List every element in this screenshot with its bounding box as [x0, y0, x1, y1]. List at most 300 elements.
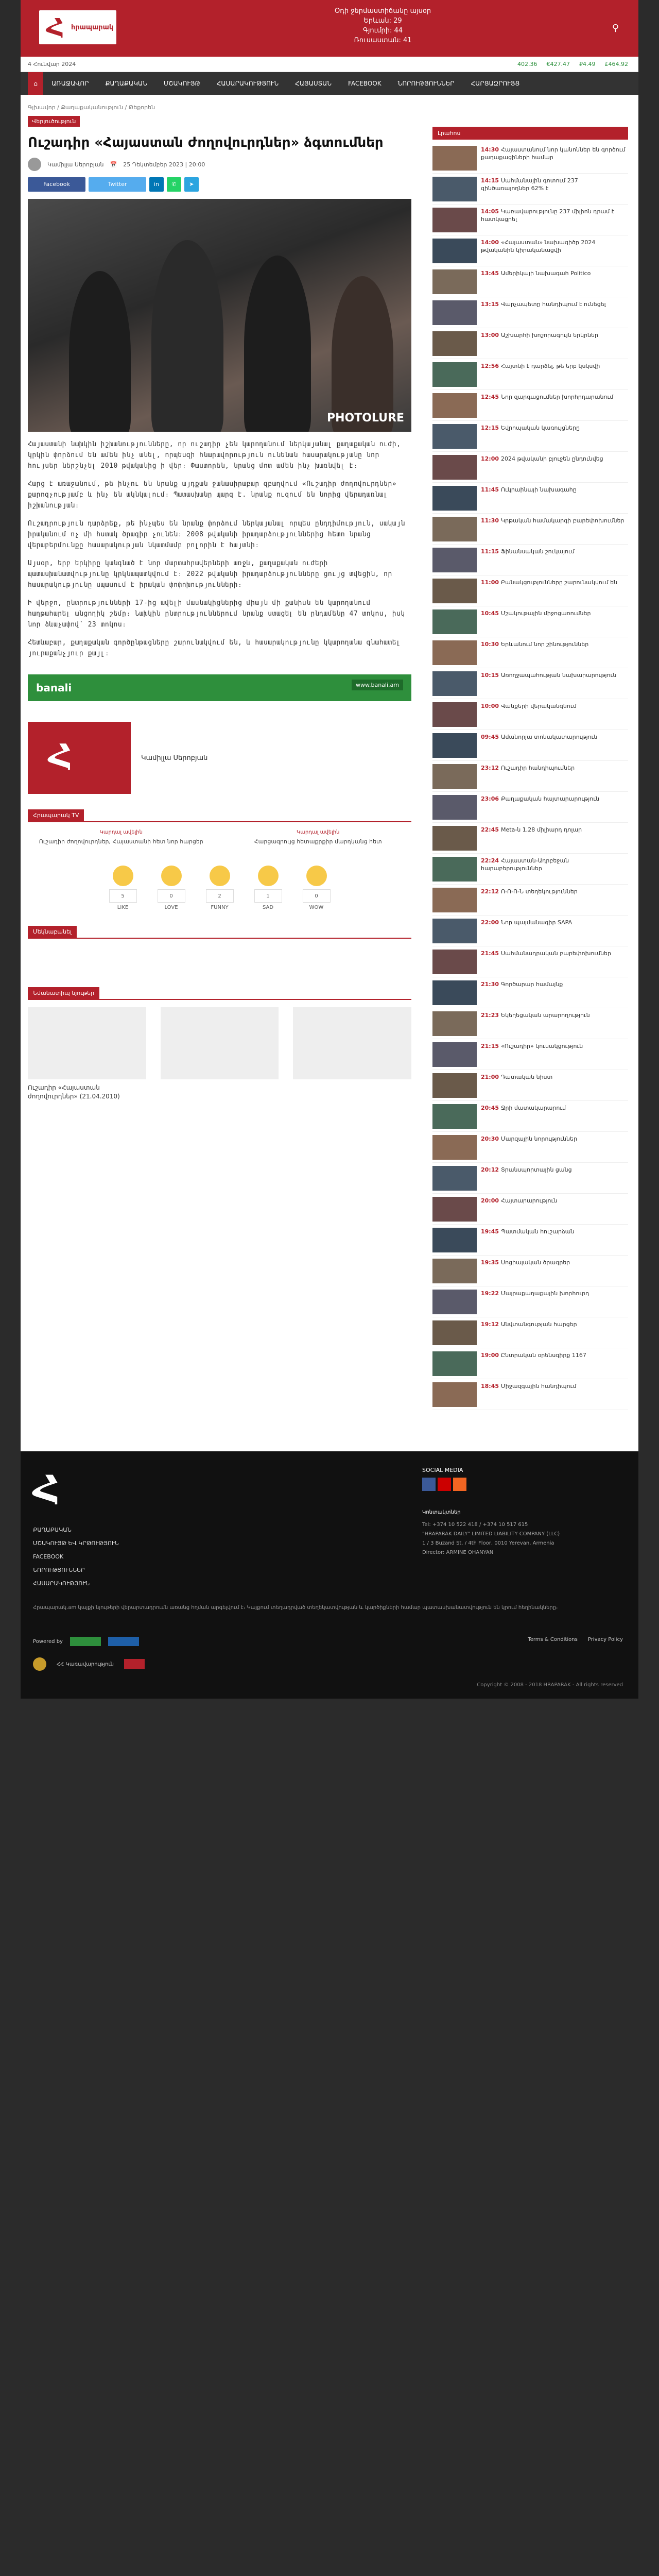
nav-item[interactable]: ԱՌԱՋԱՎՈՐ [51, 80, 89, 87]
news-item[interactable] [432, 575, 628, 606]
weather-widget [335, 6, 431, 45]
news-thumbnail [432, 239, 477, 263]
photo-figure [151, 240, 223, 432]
facebook-share-button[interactable]: Facebook [28, 177, 85, 192]
tv-card-title: Հարցազրույց հետաքրքիր մարդկանց հետ [254, 838, 382, 845]
news-item[interactable] [432, 1194, 628, 1225]
news-text [481, 950, 611, 974]
news-thumbnail [432, 1135, 477, 1160]
news-thumbnail [432, 1166, 477, 1191]
logo-text: հրապարակ [71, 24, 114, 31]
partner-logo-icon[interactable] [108, 1637, 139, 1646]
news-thumbnail [432, 300, 477, 325]
logo-glyph: Հ [46, 13, 65, 42]
news-title: Կրթական համակարգի բարեփոխումներ [501, 517, 625, 524]
news-item[interactable] [432, 699, 628, 730]
nav-item[interactable]: ՀԱՍԱՐԱԿՈՒԹՅՈՒՆ [216, 80, 279, 87]
wow-emoji-icon [306, 866, 327, 886]
news-item[interactable] [432, 606, 628, 637]
news-item[interactable] [432, 761, 628, 792]
reaction-label: LOVE [164, 905, 178, 910]
news-time: 19:12 [481, 1321, 499, 1328]
facebook-icon[interactable] [422, 1478, 436, 1491]
news-title: Սահմանային գոտում 237 զինծառայողներ 62% է [481, 177, 578, 192]
news-item[interactable] [432, 1286, 628, 1317]
news-title: Պատմական հուշարձան [501, 1228, 575, 1235]
news-item[interactable] [432, 328, 628, 359]
news-text [481, 300, 606, 325]
news-item[interactable] [432, 792, 628, 823]
news-item[interactable] [432, 545, 628, 575]
news-item[interactable] [432, 946, 628, 977]
author-logo [28, 722, 131, 794]
article-title: Ուշադիր «Հայաստան ժողովուրդներ» ձգտումներ [28, 135, 384, 150]
author-box-name[interactable]: Կամիլլա Սերոբյան [141, 754, 208, 762]
news-time: 14:30 [481, 146, 499, 153]
reaction-label: WOW [309, 905, 324, 910]
news-time: 12:00 [481, 455, 499, 462]
news-title: Եկեղեցական արարողություն [501, 1012, 590, 1019]
privacy-link[interactable]: Privacy Policy [587, 1637, 623, 1642]
calendar-icon: 📅 [110, 161, 117, 168]
news-title: Ուշադիր հանդիպումներ [501, 765, 575, 771]
author-logo-glyph: Հ [48, 737, 73, 776]
news-time: 18:45 [481, 1383, 499, 1389]
news-thumbnail [432, 362, 477, 387]
news-thumbnail [432, 269, 477, 294]
news-title: Հայտարարություն [501, 1197, 558, 1204]
news-text [481, 269, 591, 294]
footer-links [33, 1523, 119, 1590]
news-text [481, 1320, 577, 1345]
news-time: 19:45 [481, 1228, 499, 1235]
news-time: 19:22 [481, 1290, 499, 1297]
article-paragraph: Հետևաբար, քաղաքական գործընթացները շարունակվում են, և հասարակությունը կկարողանա գնահատել յուրաքանչյուր քայլ։ [28, 639, 401, 657]
tv-section-heading [28, 809, 411, 822]
news-time: 22:12 [481, 888, 499, 895]
news-thumbnail [432, 671, 477, 696]
news-time: 20:12 [481, 1166, 499, 1173]
telegram-icon[interactable]: ➤ [184, 177, 199, 192]
news-item[interactable] [432, 1379, 628, 1410]
breadcrumb[interactable]: Գլխավոր / Քաղաքականություն / Թեքորեն [28, 104, 155, 111]
news-text [481, 702, 577, 726]
footer-terms [528, 1637, 623, 1642]
news-item[interactable] [432, 266, 628, 297]
news-title: Նոր զարգացումներ խորհրդարանում [501, 394, 614, 400]
site-header [21, 0, 638, 57]
news-thumbnail [432, 548, 477, 572]
comments-heading-label: Մեկնաբանել [28, 926, 77, 938]
news-title: Ընտրական օրենսգիրք 1167 [501, 1352, 586, 1359]
news-time: 19:35 [481, 1259, 499, 1266]
news-thumbnail [432, 146, 477, 171]
share-bar [28, 177, 411, 192]
news-thumbnail [432, 640, 477, 665]
weather-line: Երևան: 29 [363, 17, 402, 25]
news-thumbnail [432, 857, 477, 882]
news-time: 11:00 [481, 579, 499, 586]
linkedin-icon[interactable]: in [149, 177, 164, 192]
nav-item[interactable]: ՔԱՂԱՔԱԿԱՆ [105, 80, 147, 87]
news-title: «Ուշադիր» կուսակցություն [501, 1043, 583, 1049]
banner-site: www.banali.am [352, 680, 403, 690]
news-item[interactable] [432, 359, 628, 390]
contact-line: Director: ARMINE OHANYAN [422, 1550, 494, 1555]
news-text [481, 517, 625, 541]
news-title: Հայաստան-Ադրբեջան հարաբերություններ [481, 857, 569, 872]
reaction-like[interactable] [109, 866, 137, 910]
news-item[interactable] [432, 1256, 628, 1286]
news-text [481, 1135, 577, 1159]
news-title: Հայտնի է դարձել, թե երբ կսկսվի [501, 363, 600, 369]
news-text [481, 857, 628, 881]
news-title: Քաղաքական հայտարարություն [501, 795, 599, 802]
news-text [481, 1197, 557, 1221]
news-thumbnail [432, 1382, 477, 1407]
footer-partners [33, 1657, 145, 1671]
news-time: 10:15 [481, 672, 499, 679]
news-title: Առողջապահության նախարարություն [501, 672, 617, 679]
related-thumbnail [28, 1007, 146, 1079]
related-list [28, 1007, 411, 1101]
page-bottom-spacer [21, 1431, 638, 1451]
author-name[interactable]: Կամիլլա Սերոբյան [47, 161, 104, 168]
news-title: Բանակցությունները շարունակվում են [501, 579, 618, 586]
news-text [481, 579, 617, 603]
sub-bar [21, 57, 638, 72]
news-text [481, 888, 578, 912]
social-icons [422, 1478, 466, 1491]
news-time: 21:00 [481, 1074, 499, 1080]
article-paragraph: Հայաստանի նախկին իշխանությունները, որ ուշադիր չեն կարողանում ներկայանալ քաղաքական ուժի, կրկին փորձում են ամեն ինչ անել, որպեսզի հնարավորություն ունենան հասարակությանը նոր հույսեր ներշնչել 2010 թվականից ի վեր։ Փաստորեն, նրանց մոտ ամեն ինչ խառնվել է։ [28, 440, 401, 470]
news-item[interactable] [432, 205, 628, 235]
news-text [481, 362, 600, 386]
content-area [21, 127, 638, 1431]
news-title: Եվրոպական կառույցները [501, 425, 580, 431]
article-paragraph: Ուշադրություն դարձրեք, թե ինչպես են նրանք փորձում ներկայանալ որպես ընդդիմություն, սակայն իրականում ոչ մի հստակ ծրագիր չունեն։ 2008 թվականի իրադարձություններից հետո նրանց վերաբերմունքը հասարակության նկատմամբ բոլորին է հայտնի։ [28, 520, 405, 549]
news-item[interactable] [432, 390, 628, 421]
news-title: Սահմանադրական բարեփոխումներ [501, 950, 611, 957]
article-column [28, 127, 411, 1431]
contact-line: "HRAPARAK DAILY" LIMITED LIABILITY COMPANY (LLC) [422, 1531, 560, 1537]
news-item[interactable] [432, 637, 628, 668]
nav-item[interactable]: ՀԱՐՑԱԶՐՈՒՅՑ [471, 80, 520, 87]
site-footer [21, 1451, 638, 1699]
news-time: 20:30 [481, 1136, 499, 1142]
news-item[interactable] [432, 1163, 628, 1194]
related-thumbnail [161, 1007, 279, 1079]
news-time: 21:45 [481, 950, 499, 957]
news-time: 19:00 [481, 1352, 499, 1359]
rss-icon[interactable] [453, 1478, 466, 1491]
article-meta [28, 158, 411, 171]
category-badge[interactable]: Վերլուծություն [28, 116, 80, 127]
reaction-funny[interactable] [206, 866, 234, 910]
news-time: 23:06 [481, 795, 499, 802]
search-icon[interactable]: ⚲ [612, 23, 619, 33]
news-item[interactable] [432, 297, 628, 328]
news-thumbnail [432, 888, 477, 912]
youtube-icon[interactable] [438, 1478, 451, 1491]
news-text [481, 671, 616, 696]
news-text [481, 424, 580, 448]
article-photo [28, 199, 411, 432]
news-title: Վանքերի վերականգնում [501, 703, 577, 709]
news-thumbnail [432, 980, 477, 1005]
news-text [481, 548, 575, 572]
news-title: Վարչապետը հանդիպում է ունեցել [501, 301, 606, 308]
news-thumbnail [432, 177, 477, 201]
tv-heading: Հրապարակ TV [28, 809, 84, 821]
news-time: 13:15 [481, 301, 499, 308]
news-text [481, 1351, 586, 1376]
news-time: 14:15 [481, 177, 499, 184]
news-time: 21:23 [481, 1012, 499, 1019]
coat-of-arms-icon [33, 1657, 46, 1671]
news-title: Meta-ն 1,28 միլիարդ դոլար [501, 826, 582, 833]
terms-link[interactable]: Terms & Conditions [528, 1637, 578, 1642]
news-text [481, 1382, 576, 1406]
news-item[interactable] [432, 174, 628, 205]
reaction-count: 0 [303, 889, 331, 903]
footer-link[interactable]: ՔԱՂԱՔԱԿԱՆ [33, 1527, 72, 1533]
news-feed [432, 143, 628, 1410]
contact-line: 1 / 3 Buzand St. / 4th Floor, 0010 Yerevan, Armenia [422, 1540, 554, 1546]
reaction-count: 1 [254, 889, 282, 903]
love-emoji-icon [161, 866, 182, 886]
rate-eur: €427.47 [546, 61, 570, 67]
news-thumbnail [432, 950, 477, 974]
reactions [28, 866, 411, 910]
news-item[interactable] [432, 730, 628, 761]
news-item[interactable] [432, 143, 628, 174]
news-item[interactable] [432, 916, 628, 946]
news-text [481, 177, 628, 201]
news-title: Տրանսպորտային ցանց [501, 1166, 572, 1173]
related-item[interactable] [28, 1007, 146, 1101]
social-heading: SOCIAL MEDIA [422, 1467, 463, 1473]
gov-label[interactable]: ՀՀ Կառավարություն [57, 1661, 114, 1667]
news-thumbnail [432, 795, 477, 820]
news-item[interactable] [432, 514, 628, 545]
news-time: 11:30 [481, 517, 499, 524]
news-item[interactable] [432, 823, 628, 854]
news-title: Անվտանգության հարցեր [501, 1321, 577, 1328]
news-item[interactable] [432, 1070, 628, 1101]
news-title: Աշխարհի խոշորագույն երկրներ [501, 332, 598, 338]
reaction-count: 0 [158, 889, 185, 903]
news-text [481, 1073, 552, 1097]
nav-item[interactable]: ՄՇԱԿՈՒՅԹ [163, 80, 200, 87]
news-item[interactable] [432, 854, 628, 885]
news-item[interactable] [432, 1225, 628, 1256]
contact-heading: Կոնտակտներ [422, 1510, 461, 1515]
article-paragraph: Այսօր, երբ երկիրը կանգնած է նոր մարտահրավերների առջև, քաղաքական ուժերի պատասխանատվությունը կրկնապատկվում է։ 2022 թվականի իրադարձությունները ցույց տվեցին, որ հասարակությունը սպասում է իրական փոփոխությունների։ [28, 560, 392, 589]
home-icon[interactable]: ⌂ [28, 72, 43, 95]
ad-banner[interactable] [28, 674, 411, 701]
news-thumbnail [432, 208, 477, 232]
page [21, 0, 638, 1451]
copyright: Copyright © 2008 - 2018 HRAPARAK - All rights reserved [477, 1682, 623, 1688]
related-item[interactable] [161, 1007, 279, 1101]
author-avatar [28, 158, 41, 171]
news-title: Դատական նիստ [501, 1074, 553, 1080]
footer-link[interactable]: FACEBOOK [33, 1553, 64, 1560]
news-thumbnail [432, 1197, 477, 1222]
comments-area[interactable] [28, 946, 411, 977]
footer-logo[interactable]: Հ [33, 1467, 61, 1511]
news-thumbnail [432, 1228, 477, 1252]
news-item[interactable] [432, 668, 628, 699]
news-thumbnail [432, 702, 477, 727]
news-item[interactable] [432, 452, 628, 483]
rate-rub: ₽4.49 [579, 61, 596, 67]
news-text [481, 393, 613, 417]
news-time: 22:45 [481, 826, 499, 833]
news-time: 22:00 [481, 919, 499, 926]
footer-link[interactable]: ՆՈՐՈՒԹՅՈՒՆՆԵՐ [33, 1567, 85, 1573]
news-thumbnail [432, 826, 477, 851]
banner-name: banali [36, 682, 72, 694]
news-time: 22:24 [481, 857, 499, 864]
reaction-love[interactable] [158, 866, 185, 910]
tv-card[interactable] [225, 829, 412, 845]
weather-line: Գյումրի: 44 [363, 27, 403, 35]
whatsapp-icon[interactable]: ✆ [167, 177, 181, 192]
footer-link[interactable]: ՄՇԱԿՈՒՅԹ ԵՎ ԿՐԹՈՒԹՅՈՒՆ [33, 1540, 119, 1547]
like-emoji-icon [113, 866, 133, 886]
news-title: Գործարար համայնք [501, 981, 563, 988]
news-item[interactable] [432, 1039, 628, 1070]
article-body [28, 439, 411, 659]
news-text [481, 826, 582, 850]
nav-item[interactable]: ՆՈՐՈՒԹՅՈՒՆՆԵՐ [397, 80, 455, 87]
news-text [481, 1166, 572, 1190]
sad-emoji-icon [258, 866, 279, 886]
news-thumbnail [432, 1290, 477, 1314]
news-time: 14:05 [481, 208, 499, 215]
news-text [481, 980, 563, 1005]
photo-figure [332, 276, 393, 432]
news-item[interactable] [432, 1101, 628, 1132]
news-text [481, 795, 599, 819]
reaction-count: 5 [109, 889, 137, 903]
news-text [481, 208, 628, 232]
news-text [481, 1228, 574, 1252]
news-item[interactable] [432, 1348, 628, 1379]
site-logo[interactable] [39, 10, 116, 44]
news-item[interactable] [432, 977, 628, 1008]
news-text [481, 609, 591, 634]
news-thumbnail [432, 764, 477, 789]
news-title: Ուկրաինայի նախագահը [501, 486, 577, 493]
news-text [481, 239, 628, 263]
news-time: 10:45 [481, 610, 499, 617]
news-title: Ո-Ո-Ո-Ն տեղեկություններ [501, 888, 578, 895]
author-box [28, 722, 411, 794]
social-media [422, 1467, 466, 1491]
news-time: 13:45 [481, 270, 499, 277]
news-time: 21:15 [481, 1043, 499, 1049]
news-text [481, 146, 628, 170]
news-time: 12:45 [481, 394, 499, 400]
related-item[interactable] [293, 1007, 411, 1101]
article-spacer [28, 1101, 411, 1431]
news-item[interactable] [432, 1317, 628, 1348]
footer-link[interactable]: ՀԱՍԱՐԱԿՈՒԹՅՈՒՆ [33, 1580, 90, 1587]
news-time: 20:00 [481, 1197, 499, 1204]
news-thumbnail [432, 1042, 477, 1067]
news-item[interactable] [432, 1132, 628, 1163]
partner-logo-icon[interactable] [70, 1637, 101, 1646]
news-title: Միջազգային հանդիպում [501, 1383, 577, 1389]
rate-usd: 402.36 [517, 61, 537, 67]
news-text [481, 733, 597, 757]
news-time: 23:12 [481, 765, 499, 771]
twitter-share-button[interactable]: Twitter [89, 177, 146, 192]
related-heading [28, 987, 411, 1000]
news-item[interactable] [432, 421, 628, 452]
article-paragraph: Ի վերջո, ընտրությունների 17-ից ավելի մասնակիցներից միայն մի քանիսն են կարողանում հաղթահարել անցողիկ շեմը։ Նախկին ընտրություններում նրանք ստացել են ընդամենը 47 տոկոս, իսկ նոր ձևաչափով՝ 23 տոկոս։ [28, 599, 405, 629]
powered-by-label: Powered by [33, 1638, 63, 1645]
news-title: Մայրաքաղաքային խորհուրդ [501, 1290, 589, 1297]
news-text [481, 1104, 566, 1128]
partner-badge-icon[interactable] [124, 1659, 145, 1669]
news-text [481, 640, 588, 665]
photo-watermark: PHOTOLURE [326, 412, 404, 425]
news-thumbnail [432, 1073, 477, 1098]
reaction-label: SAD [262, 905, 274, 910]
news-text [481, 455, 603, 479]
contact-line: Tel: +374 10 522 418 / +374 10 517 615 [422, 1522, 528, 1528]
news-thumbnail [432, 1011, 477, 1036]
tv-card[interactable] [28, 829, 215, 845]
news-thumbnail [432, 1104, 477, 1129]
news-thumbnail [432, 579, 477, 603]
sidebar [432, 127, 628, 1431]
nav-item[interactable]: FACEBOOK [348, 80, 381, 87]
related-heading-label: Նմանատիպ նյութեր [28, 987, 99, 999]
news-title: Կառավարությունը 237 միլիոն դրամ է հատկացրել [481, 208, 615, 223]
nav-item[interactable]: ՀԱՅԱՍՏԱՆ [295, 80, 332, 87]
funny-emoji-icon [210, 866, 230, 886]
weather-title: Օդի ջերմաստիճանը այսօր [335, 7, 431, 15]
rate-gbp: £464.92 [604, 61, 628, 67]
news-thumbnail [432, 1259, 477, 1283]
reaction-sad[interactable] [254, 866, 282, 910]
reaction-label: FUNNY [211, 905, 229, 910]
reaction-wow[interactable] [303, 866, 331, 910]
news-item[interactable] [432, 885, 628, 916]
news-text [481, 1259, 570, 1283]
footer-disclaimer: Հրապարակ.am կայքի նյութերի վերարտադրումն առանց հղման արգելվում է։ Կայքում տեղադրված տեղեկատվության և կարծիքների համար պատասխանատվություն են կրում հեղինակները։ [33, 1605, 558, 1611]
news-text [481, 1290, 589, 1314]
news-thumbnail [432, 1351, 477, 1376]
news-time: 11:15 [481, 548, 499, 555]
news-item[interactable] [432, 1008, 628, 1039]
news-title: Սոցիալական ծրագրեր [501, 1259, 570, 1266]
news-thumbnail [432, 1320, 477, 1345]
news-item[interactable] [432, 235, 628, 266]
news-time: 14:00 [481, 239, 499, 246]
news-time: 10:00 [481, 703, 499, 709]
news-text [481, 486, 577, 510]
news-item[interactable] [432, 483, 628, 514]
news-feed-heading: Լրահոս [432, 127, 628, 140]
news-thumbnail [432, 455, 477, 480]
news-title: Նոր պայմանագիր SAPA [501, 919, 573, 926]
